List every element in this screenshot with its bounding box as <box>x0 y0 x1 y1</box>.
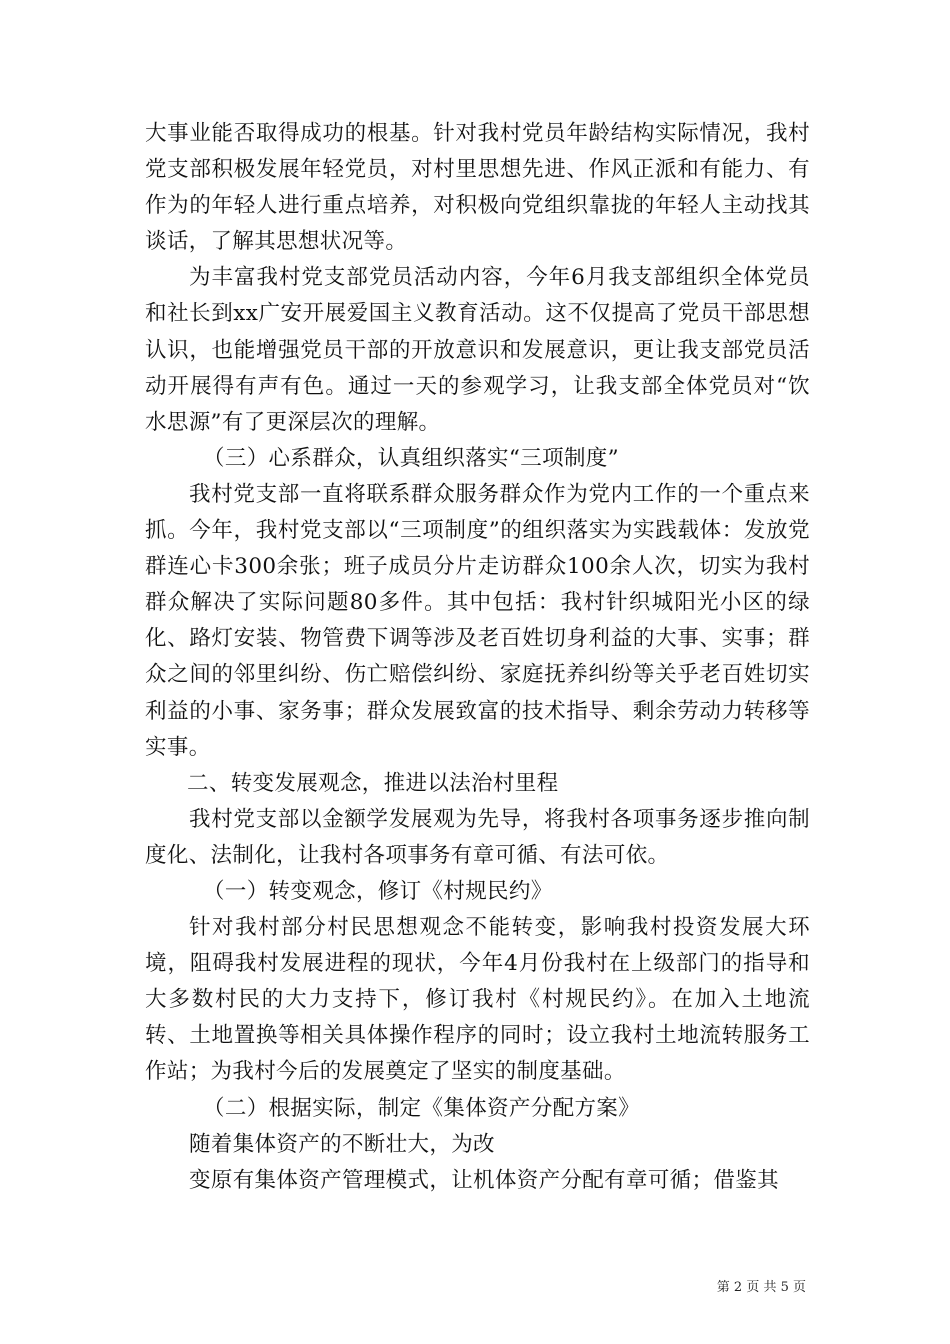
subheading-asset-distribution: （二）根据实际，制定《集体资产分配方案》 <box>203 1095 641 1121</box>
subheading-three-systems: （三）心系群众，认真组织落实“三项制度” <box>203 445 619 471</box>
paragraph-education-activity: 为丰富我村党支部党员活动内容，今年6月我支部组织全体党员和社长到xx广安开展爱国主义教育活动。这不仅提高了党员干部思想认识，也能增强党员干部的开放意识和发展意识，更让我支部党员活动开展得有声有色。通过一天的参观学习，让我支部全体党员对“饮水思源”有了更深层次的理解。 <box>145 265 810 435</box>
subheading-village-rules: （一）转变观念，修订《村规民约》 <box>203 878 553 904</box>
paragraph-asset-management: 变原有集体资产管理模式，让机体资产分配有章可循；借鉴其 <box>189 1167 779 1193</box>
section-heading-rule-of-law: 二、转变发展观念，推进以法治村里程 <box>187 770 559 796</box>
paragraph-village-rules: 针对我村部分村民思想观念不能转变，影响我村投资发展大环境，阻碍我村发展进程的现状，今年4月份我村在上级部门的指导和大多数村民的大力支持下，修订我村《村规民约》。在加入土地流转、土地置换等相关具体操作程序的同时；设立我村土地流转服务工作站；为我村今后的发展奠定了坚实的制度基础。 <box>145 915 810 1085</box>
document-body <box>145 116 810 1199</box>
paragraph-institutionalization: 我村党支部以金额学发展观为先导，将我村各项事务逐步推向制度化、法制化，让我村各项事务有章可循、有法可依。 <box>145 806 810 868</box>
paragraph-asset-growth: 随着集体资产的不断壮大，为改 <box>189 1131 495 1157</box>
page-number-footer: 第 2 页 共 5 页 <box>716 1280 806 1295</box>
paragraph-serve-masses: 我村党支部一直将联系群众服务群众作为党内工作的一个重点来抓。今年，我村党支部以“三项制度”的组织落实为实践载体：发放党群连心卡300余张；班子成员分片走访群众100余人次，切实为我村群众解决了实际问题80多件。其中包括：我村针织城阳光小区的绿化、路灯安装、物管费下调等涉及老百姓切身利益的大事、实事；群众之间的邻里纠纷、伤亡赔偿纠纷、家庭抚养纠纷等关乎老百姓切实利益的小事、家务事；群众发展致富的技术指导、剩余劳动力转移等实事。 <box>145 481 810 760</box>
paragraph-continuation: 大事业能否取得成功的根基。针对我村党员年龄结构实际情况，我村党支部积极发展年轻党员，对村里思想先进、作风正派和有能力、有作为的年轻人进行重点培养，对积极向党组织靠拢的年轻人主动找其谈话，了解其思想状况等。 <box>145 121 810 255</box>
